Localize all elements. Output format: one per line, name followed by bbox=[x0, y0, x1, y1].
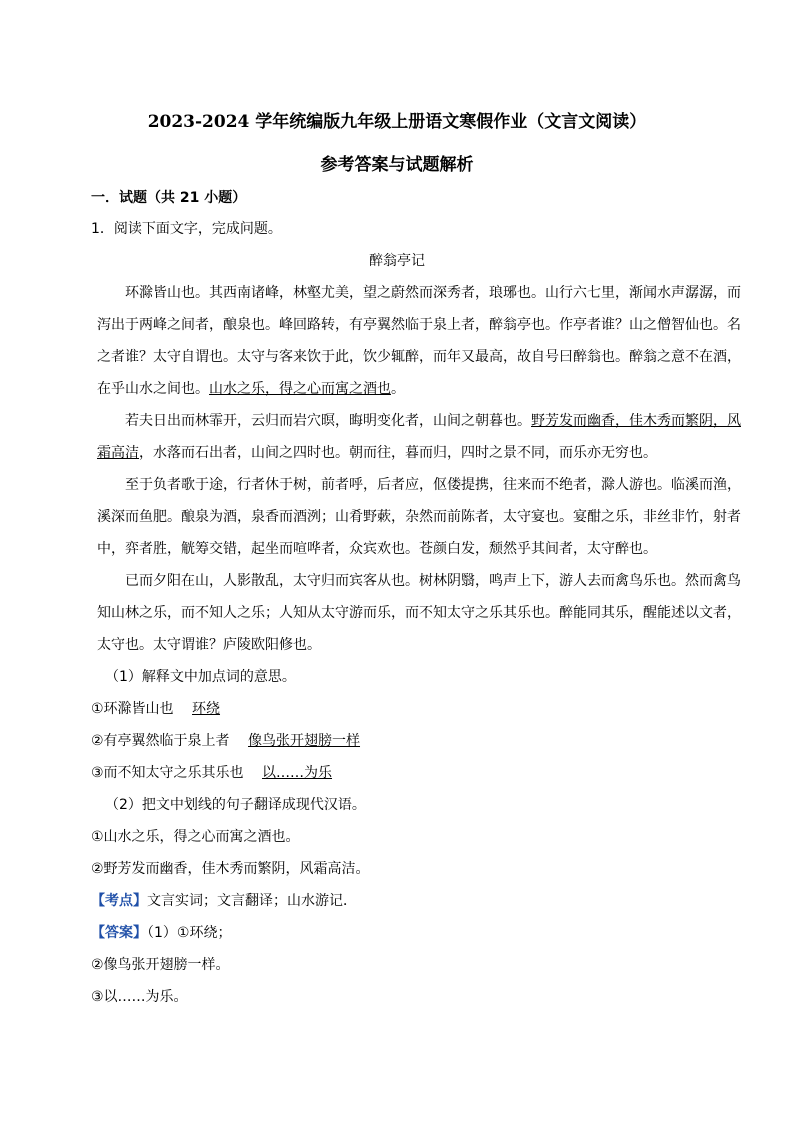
kaodian-text: 文言实词；文言翻译；山水游记． bbox=[147, 893, 357, 909]
para1-line1: 环滁皆山也。其西南诸峰，林壑尤美，望之蔚然而深秀者，琅琊也。山行六七里，渐闻水声潺潺，而 bbox=[125, 285, 741, 301]
para1-line4-end: 。 bbox=[391, 381, 405, 397]
sub2-item-2: ②野芳发而幽香，佳木秀而繁阴，风霜高洁。 bbox=[91, 861, 370, 877]
para4-line3: 太守也。太守谓谁？庐陵欧阳修也。 bbox=[97, 637, 321, 653]
sub2-item-1: ①山水之乐，得之心而寓之酒也。 bbox=[91, 829, 300, 845]
sub1-item-3 bbox=[91, 763, 731, 783]
document-subtitle: 参考答案与试题解析 bbox=[320, 155, 474, 175]
para2-line1 bbox=[97, 411, 741, 431]
answer-line-1 bbox=[91, 923, 731, 943]
sub1-item-1-question: ①环滁皆山也 bbox=[91, 701, 174, 717]
para2-line2 bbox=[97, 443, 727, 463]
sub1-item-1 bbox=[91, 699, 731, 719]
section-header: 一．试题（共 21 小题） bbox=[91, 190, 247, 206]
answer-line-3: ③以……为乐。 bbox=[91, 989, 188, 1005]
question-prompt: 1．阅读下面文字，完成问题。 bbox=[91, 221, 282, 237]
para1-line3: 之者谁？太守自谓也。太守与客来饮于此，饮少辄醉，而年又最高，故自号曰醉翁也。醉翁之意不在酒， bbox=[97, 349, 741, 365]
para2-line1-text: 若夫日出而林霏开，云归而岩穴暝，晦明变化者，山间之朝暮也。 bbox=[125, 413, 531, 429]
essay-title: 醉翁亭记 bbox=[369, 253, 425, 269]
answer-line-2: ②像鸟张开翅膀一样。 bbox=[91, 957, 230, 973]
para3-line1: 至于负者歌于途，行者休于树，前者呼，后者应，伛偻提携，往来而不绝者，滁人游也。临溪而渔， bbox=[125, 477, 741, 493]
sub1-item-2-question: ②有亭翼然临于泉上者 bbox=[91, 733, 230, 749]
answer-tag: 【答案】 bbox=[91, 925, 147, 941]
para4-line2: 知山林之乐，而不知人之乐；人知从太守游而乐，而不知太守之乐其乐也。醉能同其乐，醒能述以文者， bbox=[97, 605, 741, 621]
underlined-sentence-2a: 野芳发而幽香，佳木秀而繁阴，风 bbox=[531, 413, 741, 429]
sub2-prompt: （2）把文中划线的句子翻译成现代汉语。 bbox=[105, 797, 366, 813]
sub1-item-2 bbox=[91, 731, 731, 751]
sub1-item-1-answer: 环绕 bbox=[192, 701, 221, 717]
para3-line2: 溪深而鱼肥。酿泉为酒，泉香而酒洌；山肴野蔌，杂然而前陈者，太守宴也。宴酣之乐，非丝非竹，射者 bbox=[97, 509, 741, 525]
underlined-sentence-1: 山水之乐，得之心而寓之酒也 bbox=[209, 381, 391, 397]
sub1-item-3-question: ③而不知太守之乐其乐也 bbox=[91, 765, 244, 781]
para4-line1: 已而夕阳在山，人影散乱，太守归而宾客从也。树林阴翳，鸣声上下，游人去而禽鸟乐也。然而禽鸟 bbox=[125, 573, 741, 589]
para1-line2: 泻出于两峰之间者，酿泉也。峰回路转，有亭翼然临于泉上者，醉翁亭也。作亭者谁？山之僧智仙也。名 bbox=[97, 317, 741, 333]
answer-text-1: （1）①环绕； bbox=[147, 925, 232, 941]
para1-line4-text: 在乎山水之间也。 bbox=[97, 381, 209, 397]
para3-line3: 中，弈者胜，觥筹交错，起坐而喧哗者，众宾欢也。苍颜白发，颓然乎其间者，太守醉也。 bbox=[97, 541, 657, 557]
para1-line4 bbox=[97, 379, 727, 399]
document-title: 2023-2024 学年统编版九年级上册语文寒假作业（文言文阅读） bbox=[147, 112, 647, 132]
sub1-prompt: （1）解释文中加点词的意思。 bbox=[105, 669, 296, 685]
para2-line2-text: ，水落而石出者，山间之四时也。朝而往，暮而归，四时之景不同，而乐亦无穷也。 bbox=[139, 445, 657, 461]
sub1-item-3-answer: 以……为乐 bbox=[262, 765, 333, 781]
kaodian-tag: 【考点】 bbox=[91, 893, 147, 909]
sub1-item-2-answer: 像鸟张开翅膀一样 bbox=[248, 733, 361, 749]
kaodian-line bbox=[91, 891, 731, 911]
underlined-sentence-2b: 霜高洁 bbox=[97, 445, 139, 461]
